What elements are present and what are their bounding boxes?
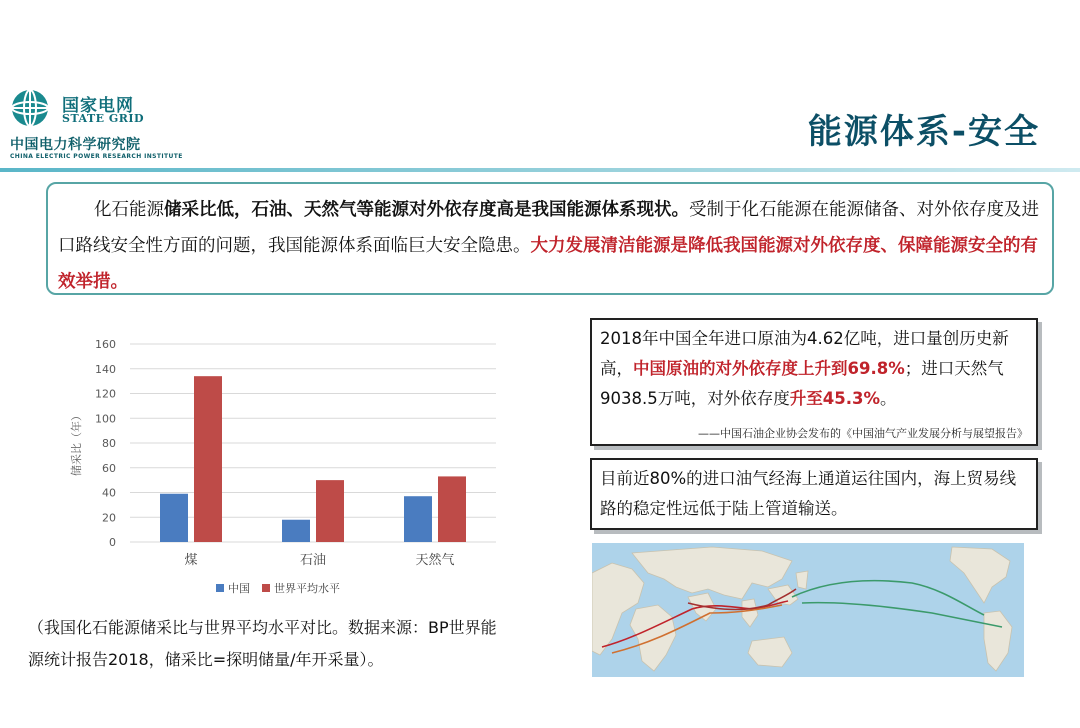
institute-cn-text: 中国电力科学研究院 xyxy=(10,137,141,153)
info1-source: ——中国石油企业协会发布的《中国油气产业发展分析与展望报告》 xyxy=(698,427,1028,440)
y-tick-label: 60 xyxy=(102,461,116,475)
intro-box xyxy=(46,182,1054,295)
y-tick-label: 160 xyxy=(95,338,116,351)
y-tick-label: 20 xyxy=(102,511,116,525)
logo-cn-text: 国家电网 xyxy=(62,96,134,116)
header-divider xyxy=(0,168,1080,172)
y-tick-label: 140 xyxy=(95,362,116,376)
x-tick-label: 煤 xyxy=(184,553,198,568)
info1-text-3: 。 xyxy=(879,389,897,408)
y-tick-label: 0 xyxy=(109,536,116,549)
y-tick-label: 80 xyxy=(102,437,116,450)
state-grid-globe-icon xyxy=(10,88,50,128)
state-grid-logo xyxy=(8,86,248,166)
bar-china-2 xyxy=(404,496,432,542)
world-map-shipping-routes-icon xyxy=(592,543,1024,677)
y-tick-label: 40 xyxy=(102,486,116,500)
bar-china-0 xyxy=(160,494,188,542)
intro-highlight-text: 大力发展清洁能源是降低我国能源对外依存度、保障能源安全的有效举措。 xyxy=(58,236,1038,292)
page-title: 能源体系-安全 xyxy=(807,112,1040,152)
import-dependency-box xyxy=(590,318,1038,446)
chart-caption xyxy=(28,612,588,676)
sea-route-text: 目前近80%的进口油气经海上通道运往国内，海上贸易线路的稳定性远低于陆上管道输送。 xyxy=(600,469,1017,518)
bar-china-1 xyxy=(282,520,310,542)
logo-en-text: STATE GRID xyxy=(62,112,145,125)
caption-line-1: （我国化石能源储采比与世界平均水平对比。数据来源：BP世界能 xyxy=(28,618,497,637)
legend-label: 世界平均水平 xyxy=(274,582,340,595)
info1-text-2: ；进口天然气9038.5万吨，对外依存度 xyxy=(600,359,1004,408)
bar-world-1 xyxy=(316,480,344,542)
reserve-production-ratio-chart xyxy=(60,332,500,602)
info1-highlight-oil: 中国原油的对外依存度上升到69.8% xyxy=(633,359,905,378)
caption-line-2: 源统计报告2018，储采比=探明储量/年开采量）。 xyxy=(28,650,384,669)
import-dependency-text xyxy=(600,324,1030,414)
legend-swatch xyxy=(262,584,270,592)
intro-text-1: 化石能源 xyxy=(94,200,164,220)
y-axis-label: 储采比（年） xyxy=(70,410,83,476)
intro-text-2: 受制于化石能源在能源储备、对外依存度及进口路线安全性方面的问题，我国能源体系面临巨大安全隐患。 xyxy=(58,200,1039,256)
info1-text-1: 2018年中国全年进口原油为4.62亿吨，进口量创历史新高， xyxy=(600,329,1009,378)
sea-route-box xyxy=(590,458,1038,530)
intro-bold-text: 储采比低，石油、天然气等能源对外依存度高是我国能源体系现状。 xyxy=(164,200,689,220)
legend-swatch xyxy=(216,584,224,592)
y-tick-label: 120 xyxy=(95,387,116,401)
bar-world-2 xyxy=(438,476,466,542)
x-tick-label: 石油 xyxy=(299,553,327,568)
legend-label: 中国 xyxy=(228,582,250,595)
institute-en-text: CHINA ELECTRIC POWER RESEARCH INSTITUTE xyxy=(10,153,183,160)
bar-world-0 xyxy=(194,376,222,542)
y-tick-label: 100 xyxy=(95,412,116,426)
x-tick-label: 天然气 xyxy=(415,553,455,568)
info1-highlight-gas: 升至45.3% xyxy=(789,389,880,408)
